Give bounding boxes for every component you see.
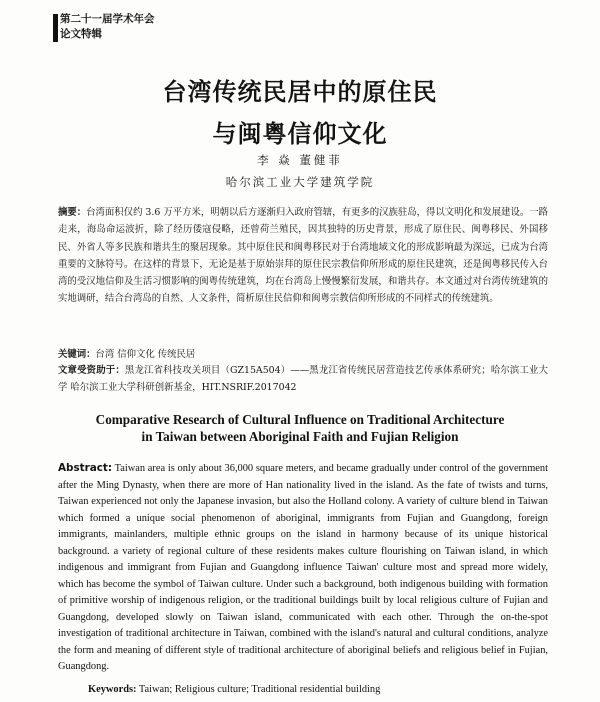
- title-en-line-2: in Taiwan between Aboriginal Faith and Fujian Religion: [141, 429, 459, 444]
- abstract-zh: [58, 204, 548, 308]
- header-line-1: 第二十一届学术年会: [60, 13, 155, 25]
- header-bar: [53, 14, 58, 42]
- keywords-zh-label: 关键词：: [58, 349, 96, 360]
- title-en-line-1: Comparative Research of Cultural Influence on Traditional Architecture: [95, 412, 505, 427]
- abstract-en: [58, 460, 548, 676]
- funding-text: 黑龙江省科技攻关项目（GZ15A504）——黑龙江省传统民居营造技艺传承体系研究；哈尔滨工业大学 哈尔滨工业大学科研创新基金，HIT.NSRIF.2017042: [58, 365, 548, 393]
- keywords-zh-text: 台湾 信仰文化 传统民居: [95, 349, 196, 360]
- abstract-zh-label: 摘要：: [58, 207, 87, 218]
- title-zh-line-1: 台湾传统民居中的原住民: [162, 77, 438, 106]
- title-en: [0, 411, 600, 445]
- keywords-en: [88, 683, 380, 697]
- keywords-en-text: Taiwan; Religious culture; Traditional residential building: [138, 684, 381, 695]
- funding-note: [58, 362, 548, 396]
- title-zh-line-2: 与闽粤信仰文化: [212, 119, 388, 148]
- journal-header: [60, 12, 155, 42]
- header-line-2: 论文特辑: [60, 28, 102, 40]
- funding-label: 文章受资助于：: [58, 365, 125, 376]
- keywords-zh: [58, 347, 548, 362]
- keywords-en-label: Keywords:: [88, 684, 137, 695]
- abstract-en-label: Abstract:: [58, 462, 113, 474]
- affiliation: 哈尔滨工业大学建筑学院: [225, 175, 375, 189]
- abstract-zh-text: 台湾面积仅约 3.6 万平方米，明朝以后方逐渐归入政府管辖，有更多的汉族驻岛，得以文明化和发展建设。一路走来，海岛命运波折，除了经历倭寇侵略，还曾荷兰殖民，因其独特的历史背景，形成了原住民、闽粤移民、外国移民、外省人等多民族和谐共生的聚居现象。其中原住民和闽粤移民对于台湾地域文化的形成影响最为深远，已成为台湾重要的文脉符号。在这样的背景下，无论是基于原始崇拜的原住民宗教信仰所形成的原住民建筑，还是闽粤移民传入台湾的受汉地信仰及生活习惯影响的闽粤传统建筑，均在台湾岛上慢慢繁衍发展，和谐共存。本文通过对台湾传统建筑的实地调研，结合台湾岛的自然、人文条件，简析原住民信仰和闽粤宗教信仰所形成的不同样式的传统建筑。: [58, 207, 548, 305]
- authors: 李 焱 董健菲: [257, 153, 343, 167]
- abstract-en-text: Taiwan area is only about 36,000 square meters, and became gradually under control of the government after the Ming Dynasty, when there are more of Han nationality lived in the island. As the fate of twists and turns, Taiwan experienced not only the Japanese invasion, but also the Holland colony. A variety of culture blend in Taiwan which formed a unique social phenomenon of aboriginal, immigrants from Fujian and Guangdong, foreign immigrants, mainlanders, multiple ethnic groups on the island in harmony because of its unique historical background. a variety of regional culture of these residents makes culture flourishing on Taiwan island, in which indigenous and immigrant from Fujian and Guangdong influence Taiwan' culture most and spread more widely, which has become the symbol of Taiwan culture. Under such a background, both indigenous building with formation of primitive worship of indigenous religion, or the traditional buildings built by local religious culture of Fujian and Guangdong, developed slowly on Taiwan island, communicated with each other. Through the on-the-spot investigation of traditional architecture in Taiwan, combined with the island's natural and cultural conditions, analyze the form and meaning of different style of traditional architecture of aboriginal beliefs and religious belief in Fujian, Guangdong.: [58, 463, 548, 672]
